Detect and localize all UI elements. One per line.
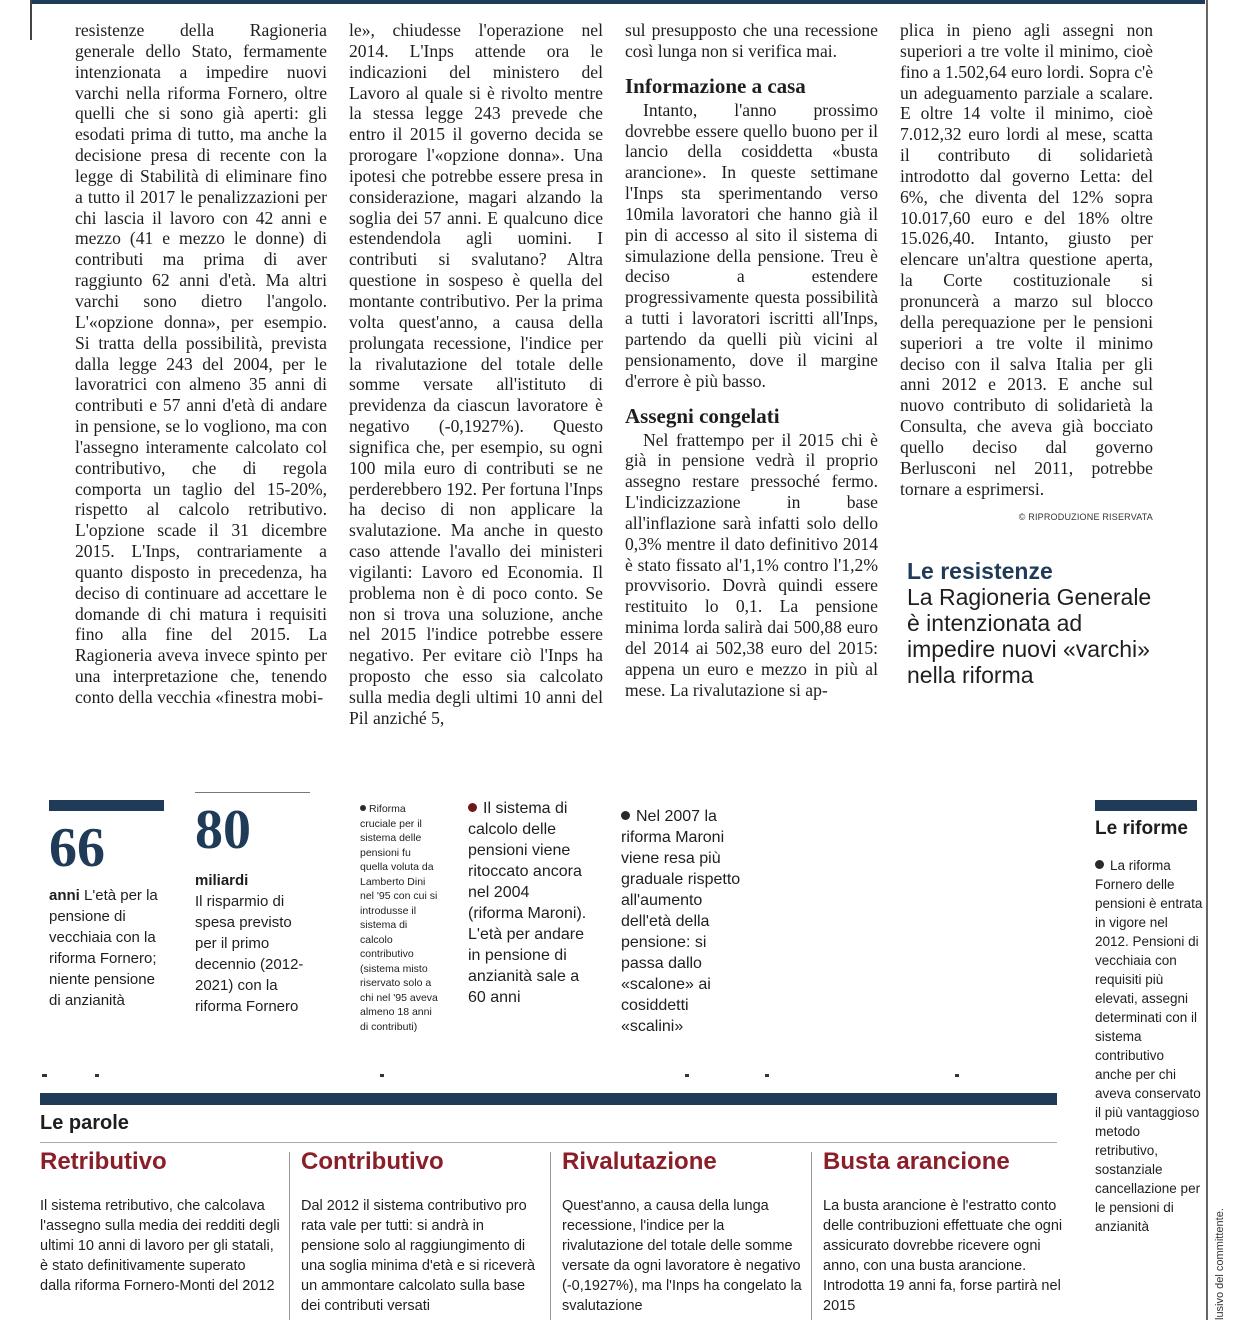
glossary-divider	[289, 1152, 290, 1320]
glossary-definition: Dal 2012 il sistema contributivo pro rata vale per tutti: si andrà in pensione solo al raggiungimento di una soglia minima d'età e si riceverà un ammontare calcolato sulla base dei contributi versati	[301, 1198, 536, 1314]
glossary-term: Retributivo	[40, 1148, 167, 1175]
fact-number-80: 80	[195, 799, 251, 861]
fact-bar	[49, 800, 164, 811]
riforme-text: La riforma Fornero delle pensioni è entrata in vigore nel 2012. Pensioni di vecchiaia con requisiti più elevati, assegni determinati con il sistema contributivo anche per chi aveva conservato il più vantaggioso metodo retributivo, sostanziale cancellazione per le pensioni di anzianità	[1095, 858, 1203, 1234]
article-paragraph: Intanto, l'anno prossimo dovrebbe essere quello buono per il lancio della cosiddetta «busta arancione». In queste settimane l'Inps sta sperimentando verso 10mila lavoratori che hanno già il pin di accesso al sito il sistema di simulazione della pensione. Treu è deciso a estendere progressivamente questa possibilità a tutti i lavoratori iscritti all'Inps, partendo da quelli più vicini al pensionamento, dove il margine d'errore è più basso.	[625, 99, 878, 391]
pull-quote-body: La Ragioneria Generale è intenzionata ad impedire nuovi «varchi» nella riforma	[907, 584, 1152, 688]
fact-dini	[360, 802, 440, 1034]
article-paragraph: sul presupposto che una recessione così lunga non si verifica mai.	[625, 20, 878, 61]
article-paragraph: resistenze della Ragioneria generale dello Stato, fermamente intenzionata a impedire nuovi varchi nella riforma Fornero, oltre quelli che si sono già aperti: gli esodati prima di tutto, ma anche la decisione presa di recente con la legge di Stabilità di eliminare fino a tutto il 2017 le penalizzazioni per chi lascia il lavoro con 42 anni e mezzo (41 e mezzo le donne) di contributi ma prima di aver raggiunto 62 anni d'età. Ma altri varchi sono dietro l'angolo. L'«opzione donna», per esempio. Si tratta della possibilità, prevista dalla legge 243 del 2004, per le lavoratrici con almeno 35 anni di contributi e 57 anni d'età di andare in pensione, se lo vogliono, ma con l'assegno interamente calcolato col contributivo, che di regola comporta un taglio del 15-20%, rispetto al calcolo retributivo. L'opzione scade il 31 dicembre 2015. L'Inps, contrariamente a quanto disposto in precedenza, ha deciso di continuare ad accettare le domande di chi matura i requisiti fino alla fine del 2015. La Ragioneria aveva invece spinto per una interpretazione che, tenendo conto della vecchia «finestra mobi-	[75, 20, 327, 707]
glossary-definition: Quest'anno, a causa della lunga recessione, l'indice per la rivalutazione del totale delle somme versate da ogni lavoratore è negativo (-0,1927%), ma l'Inps ha congelato la svalutazione	[562, 1198, 802, 1314]
fact-text: Il risparmio di spesa previsto per il primo decennio (2012-2021) con la riforma Fornero	[195, 893, 304, 1015]
right-rule	[1206, 0, 1208, 1320]
article-paragraph: le», chiudesse l'operazione nel 2014. L'Inps attende ora le indicazioni del ministero del Lavoro al quale si è rivolto mentre la stessa legge 243 prevede che entro il 2015 il governo decida se prorogare l'«opzione donna». Una ipotesi che potrebbe essere presa in considerazione, magari alzando la soglia dei 57 anni. E qualcuno dice estendendola agli uomini. I contributi si svalutano? Altra questione in sospeso è quella del montante contributivo. Per la prima volta quest'anno, a causa della prolungata recessione, l'indice per la rivalutazione del totale delle somme versate all'istituto di previdenza da ciascun lavoratore è negativo (-0,1927%). Questo significa che, per esempio, su ogni 100 mila euro di contributi se ne perderebbero 192. Per fortuna l'Inps ha deciso di non applicare la svalutazione. Ma anche in questo caso attende l'avallo dei ministeri vigilanti: Lavoro ed Economia. Il problema non è di poco conto. Se non si trova una soluzione, anche nel 2015 l'indice potrebbe essere negativo. Per evitare ciò l'Inps ha proposto che esso sia calcolato sulla media degli ultimi 10 anni del Pil anziché 5,	[349, 20, 603, 728]
pull-quote	[907, 558, 1167, 688]
riforme-title: Le riforme	[1095, 818, 1188, 839]
pull-quote-title: Le resistenze	[907, 558, 1053, 584]
fact-text: Nel 2007 la riforma Maroni viene resa più graduale rispetto all'aumento dell'età della pensione: si passa dallo «scalone» ai cosiddetti «scalini»	[621, 808, 741, 1035]
riforme-box	[1095, 856, 1203, 1236]
fact-rule	[195, 792, 310, 793]
fact-80	[195, 870, 305, 1017]
fact-text: L'età per la pensione di vecchiaia con la riforma Fornero; niente pensione di anzianità	[49, 887, 158, 1009]
bullet-icon	[1095, 860, 1104, 869]
glossary-retributivo	[40, 1148, 280, 1296]
glossary-rivalutazione	[562, 1148, 802, 1316]
riforme-bar	[1095, 800, 1197, 811]
fact-text: Riforma cruciale per il sistema delle pensioni fu quella voluta da Lamberto Dini nel '95 con cui si introdusse il sistema di calcolo contributivo (sistema misto riservato solo a chi nel '95 aveva almeno 18 anni di contributi)	[360, 803, 438, 1033]
article-column-1	[75, 20, 327, 708]
article-paragraph: Nel frattempo per il 2015 chi è già in pensione vedrà il proprio assegno restare pressoché fermo. L'indicizzazione in base all'inflazione sarà infatti solo dello 0,3% mentre il dato definitivo 2014 è stato fissato al'1,1% contro l'1,2% provvisorio. Dovrà quindi essere restituito lo 0,1. La pensione minima lorda salirà dai 500,88 euro del 2014 ai 502,38 euro del 2015: appena un euro e mezzo in più al mese. La rivalutazione si ap-	[625, 429, 878, 700]
article-paragraph: plica in pieno agli assegni non superiori a tre volte il minimo, cioè fino a 1.502,64 euro lordi. Sopra c'è un adeguamento parziale a scalare. E oltre 14 volte il minimo, cioè 7.012,32 euro lordi al mese, scatta il contributo di solidarietà introdotto dal governo Letta: del 6%, che diventa del 12% sopra 10.017,60 euro e del 18% oltre 15.026,40. Intanto, giusto per elencare un'altra questione aperta, la Corte costituzionale si pronuncerà a marzo sul blocco della perequazione per le pensioni superiori a tre volte il minimo deciso con il salva Italia per gli anni 2012 e 2013. E anche sul nuovo contributo di solidarietà la Consulta, che aveva già bocciato quello deciso dal governo Berlusconi nel 2011, potrebbe tornare a esprimersi.	[900, 20, 1153, 499]
top-rule	[30, 0, 1205, 4]
glossary-term: Busta arancione	[823, 1148, 1010, 1175]
fact-2004	[468, 798, 588, 1008]
copyright-note: © RIPRODUZIONE RISERVATA	[1018, 512, 1153, 523]
parole-title: Le parole	[40, 1112, 129, 1134]
side-note: lusivo del committente.	[1214, 1208, 1226, 1320]
subheading-informazione: Informazione a casa	[625, 73, 806, 98]
left-rule	[30, 0, 32, 40]
glossary-definition: Il sistema retributivo, che calcolava l'assegno sulla media dei redditi degli ultimi 10 anni di lavoro per gli statali, è stato definitivamente superato dalla riforma Fornero-Monti del 2012	[40, 1198, 280, 1294]
parole-bar	[40, 1093, 1057, 1105]
fact-text: Il sistema di calcolo delle pensioni viene ritoccato ancora nel 2004 (riforma Maroni). L'età per andare in pensione di anzianità sale a 60 anni	[468, 800, 587, 1006]
cropped-text-strip	[40, 1072, 1055, 1080]
bullet-icon	[621, 811, 630, 820]
fact-2007	[621, 806, 741, 1037]
parole-rule	[40, 1142, 1057, 1143]
subheading-assegni: Assegni congelati	[625, 403, 780, 428]
bullet-icon	[360, 805, 366, 811]
fact-66	[49, 885, 169, 1011]
glossary-divider	[550, 1152, 551, 1320]
glossary-definition: La busta arancione è l'estratto conto delle contribuzioni effettuate che ogni assicurato dovrebbe ricevere ogni anno, con una busta arancione. Introdotta 19 anni fa, forse partirà nel 2015	[823, 1198, 1063, 1314]
glossary-busta-arancione	[823, 1148, 1063, 1316]
fact-unit: miliardi	[195, 872, 249, 889]
bullet-icon	[468, 803, 477, 812]
article-column-3	[625, 20, 878, 700]
fact-unit: anni	[49, 887, 80, 904]
glossary-term: Contributivo	[301, 1148, 444, 1175]
article-column-2	[349, 20, 603, 729]
fact-number-66: 66	[49, 817, 105, 879]
article-column-4	[900, 20, 1153, 528]
glossary-term: Rivalutazione	[562, 1148, 717, 1175]
glossary-divider	[811, 1152, 812, 1320]
glossary-contributivo	[301, 1148, 541, 1316]
